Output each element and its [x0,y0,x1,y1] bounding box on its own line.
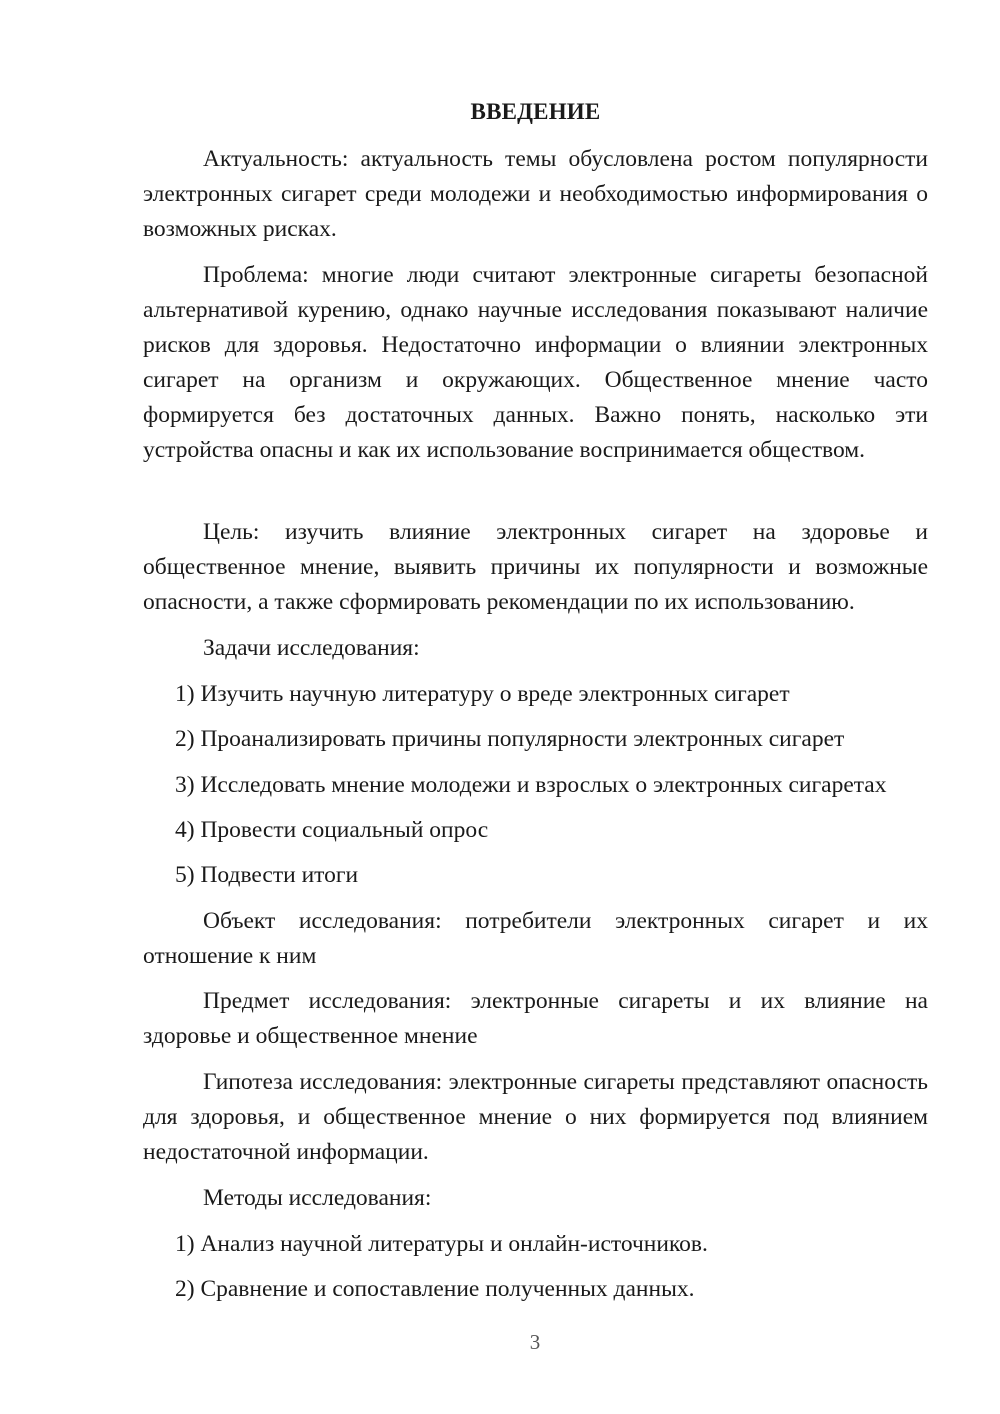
methods-label: Методы исследования: [203,1185,432,1211]
method-item-1: 1) Анализ научной литературы и онлайн-источников. [175,1231,708,1257]
task-item-5: 5) Подвести итоги [175,862,359,888]
subject-paragraph: Предмет исследования: электронные сигареты и их влияние на здоровье и общественное мнение [143,988,928,1049]
task-item-2: 2) Проанализировать причины популярности электронных сигарет [175,726,845,752]
method-item-2: 2) Сравнение и сопоставление полученных данных. [175,1276,695,1302]
goal-paragraph: Цель: изучить влияние электронных сигарет на здоровье и общественное мнение, выявить причины их популярности и возможные опасности, а также сформировать рекомендации по их использованию. [143,519,928,615]
tasks-label: Задачи исследования: [203,635,420,661]
task-item-1: 1) Изучить научную литературу о вреде электронных сигарет [175,681,790,707]
page-number: 3 [529,1330,541,1354]
problem-paragraph: Проблема: многие люди считают электронные сигареты безопасной альтернативой курению, однако научные исследования показывают наличие рисков для здоровья. Недостаточно информации о влиянии электронных сигарет на организм и окружающих. Общественное мнение часто формируется без достаточных данных. Важно понять, насколько эти устройства опасны и как их использование воспринимается обществом. [143,262,928,463]
task-item-4: 4) Провести социальный опрос [175,817,489,843]
relevance-paragraph: Актуальность: актуальность темы обусловлена ростом популярности электронных сигарет среди молодежи и необходимостью информирования о возможных рисках. [143,146,928,242]
hypothesis-paragraph: Гипотеза исследования: электронные сигареты представляют опасность для здоровья, и общественное мнение о них формируется под влиянием недостаточной информации. [143,1069,928,1165]
section-heading: ВВЕДЕНИЕ [470,99,601,124]
object-paragraph: Объект исследования: потребители электронных сигарет и их отношение к ним [143,908,928,969]
task-item-3: 3) Исследовать мнение молодежи и взрослых о электронных сигаретах [175,772,887,798]
